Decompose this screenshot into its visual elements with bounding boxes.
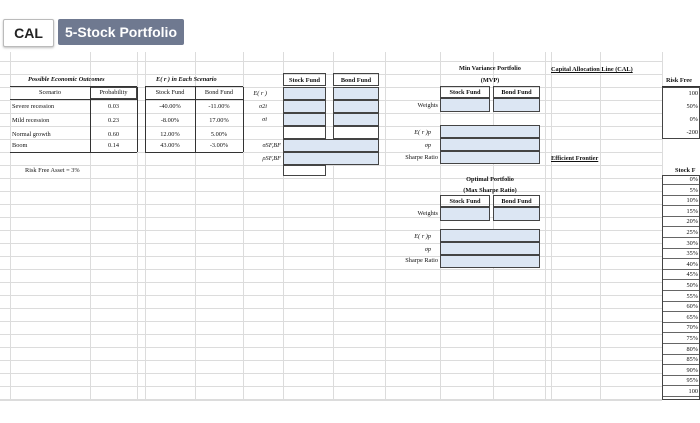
probability-header-box [90, 87, 137, 99]
grid-column-line [545, 52, 546, 400]
ef-stock-weight[interactable]: 5% [689, 186, 698, 194]
ef-stock-weight[interactable]: 95% [686, 377, 698, 385]
tab-5-stock-portfolio[interactable]: 5-Stock Portfolio [58, 19, 184, 45]
label-correlation: ρSF,BF [262, 155, 281, 162]
grid-column-line [551, 52, 552, 400]
ef-stock-weight[interactable]: 10% [686, 197, 698, 205]
grid-row-line [0, 360, 662, 361]
grid-row-line [0, 178, 662, 179]
ef-stock-weight[interactable]: 70% [686, 324, 698, 332]
bond-boom[interactable]: -3.00% [209, 142, 229, 149]
col-probability: Probability [99, 89, 128, 96]
grid-row-line [0, 347, 662, 348]
tab-cal[interactable]: CAL [3, 19, 54, 47]
grid-row-line [0, 308, 662, 309]
opt-bond-weight-input[interactable] [493, 207, 540, 221]
mvp-sdp-input[interactable] [440, 138, 540, 151]
opt-sdp-input[interactable] [440, 242, 540, 255]
outcomes-title: Possible Economic Outcomes [28, 76, 105, 83]
opt-sdp-label: σp [424, 246, 431, 253]
cal-risk-free-value[interactable]: 100 [688, 90, 698, 97]
bond-sd-input[interactable] [333, 113, 379, 126]
scenario-boom: Boom [12, 142, 28, 149]
correlation-input[interactable] [283, 152, 379, 165]
ef-stock-weight[interactable]: 75% [686, 335, 698, 342]
opt-stock-weight-input[interactable] [440, 207, 490, 221]
col-bond-fund: Bond Fund [204, 89, 234, 96]
grid-row-line [0, 256, 662, 257]
ef-stock-weight[interactable]: 65% [686, 313, 698, 321]
ef-stock-weight[interactable]: 100 [688, 388, 698, 395]
ef-stock-weight[interactable]: 55% [686, 292, 698, 300]
stats-col-bond: Bond Fund [340, 77, 372, 84]
label-sd: σi [262, 116, 267, 123]
prob-boom[interactable]: 0.14 [107, 142, 120, 149]
risk-free-asset: Risk Free Asset = 3% [25, 167, 80, 174]
grid-row-line [0, 230, 662, 231]
stock-normal[interactable]: 12.00% [160, 131, 180, 138]
stock-sd-input[interactable] [283, 113, 326, 126]
mvp-subtitle: (MVP) [480, 77, 500, 84]
stock-er-input[interactable] [283, 87, 326, 100]
mvp-erp-input[interactable] [440, 125, 540, 138]
opt-sharpe-label: Sharpe Ratio [405, 257, 438, 264]
spreadsheet-grid[interactable] [0, 52, 700, 423]
scenario-severe: Severe recession [12, 103, 55, 110]
stock-boom[interactable]: 43.00% [160, 142, 180, 149]
ef-stock-weight[interactable]: 40% [686, 260, 698, 268]
scenario-returns-title: E( r ) in Each Scenario [156, 76, 217, 83]
grid-row-line [0, 282, 662, 283]
optimal-subtitle: (Max Sharpe Ratio) [463, 187, 517, 194]
ef-stock-weight[interactable]: 85% [686, 356, 698, 364]
mvp-weights-label: Weights [417, 102, 438, 109]
ef-stock-weight[interactable]: 20% [686, 218, 698, 226]
ef-stock-weight[interactable]: 15% [686, 207, 698, 215]
ef-stock-weight[interactable]: 90% [686, 366, 698, 374]
stock-blank-cell[interactable] [283, 126, 326, 139]
grid-column-line [385, 52, 386, 400]
bond-severe[interactable]: -11.00% [208, 103, 230, 110]
ef-column-border [662, 175, 700, 400]
cal-risk-free-value[interactable]: -200 [686, 129, 698, 136]
stats-col-stock: Stock Fund [289, 77, 320, 84]
bond-er-input[interactable] [333, 87, 379, 100]
mvp-sharpe-label: Sharpe Ratio [405, 154, 438, 161]
grid-row-line [0, 204, 662, 205]
bond-normal[interactable]: 5.00% [210, 131, 228, 138]
ef-stock-weight[interactable]: 0% [689, 176, 698, 183]
ef-stock-weight[interactable]: 30% [686, 239, 698, 247]
cal-risk-free-value[interactable]: 50% [686, 103, 698, 110]
grid-row-line [0, 269, 662, 270]
opt-sharpe-input[interactable] [440, 255, 540, 268]
ef-stock-weight[interactable]: 80% [686, 345, 698, 353]
stock-severe[interactable]: -40.00% [159, 103, 181, 110]
mvp-bond-weight-input[interactable] [493, 98, 540, 112]
cal-title: Capital Allocation Line (CAL) [551, 66, 633, 73]
grid-column-line [10, 52, 11, 400]
grid-row-line [0, 191, 662, 192]
covariance-input[interactable] [283, 139, 379, 152]
prob-mild[interactable]: 0.23 [107, 117, 120, 124]
ef-stock-weight[interactable]: 60% [686, 303, 698, 311]
ef-stock-header: Stock F [675, 167, 696, 174]
cal-risk-free-value[interactable]: 0% [689, 116, 698, 123]
grid-row-line [0, 386, 662, 387]
scenario-mild: Mild recession [12, 117, 50, 124]
tab-bar [0, 0, 700, 52]
mvp-col-stock: Stock Fund [449, 89, 481, 96]
mvp-sharpe-input[interactable] [440, 151, 540, 164]
cal-column-border [662, 87, 700, 139]
grid-row-line [0, 113, 662, 114]
opt-erp-input[interactable] [440, 229, 540, 242]
grid-row-line [0, 295, 662, 296]
risk-free-cell[interactable] [283, 165, 326, 176]
grid-row-line [0, 165, 662, 166]
bond-mild[interactable]: 17.00% [209, 117, 229, 124]
scenario-normal: Normal growth [12, 131, 51, 138]
col-scenario: Scenario [38, 89, 62, 96]
efficient-frontier-title: Efficient Frontier [551, 155, 599, 162]
mvp-erp-label: E( r )p [414, 129, 431, 136]
label-covariance: σSF,BF [262, 142, 281, 149]
grid-row-line [0, 100, 662, 101]
opt-col-bond: Bond Fund [501, 198, 532, 205]
label-variance: σ2i [258, 103, 267, 110]
grid-row-line [0, 373, 662, 374]
grid-row-line [0, 126, 662, 127]
mvp-stock-weight-input[interactable] [440, 98, 490, 112]
grid-row-line [0, 217, 662, 218]
ef-stock-weight[interactable]: 45% [686, 271, 698, 279]
ef-stock-weight[interactable]: 35% [686, 250, 698, 258]
mvp-title: Min Variance Portfolio [459, 65, 521, 72]
grid-row-line [0, 334, 662, 335]
grid-row-line [0, 243, 662, 244]
mvp-col-bond: Bond Fund [501, 89, 532, 96]
opt-col-stock: Stock Fund [449, 198, 481, 205]
prob-normal[interactable]: 0.60 [107, 131, 120, 138]
grid-row-line [0, 61, 662, 62]
grid-column-line [600, 52, 601, 400]
bond-var-input[interactable] [333, 100, 379, 113]
label-er: E( r ) [253, 90, 267, 97]
col-stock-fund: Stock Fund [155, 89, 185, 96]
optimal-title: Optimal Portfolio [466, 176, 514, 183]
opt-erp-label: E( r )p [414, 233, 431, 240]
stock-var-input[interactable] [283, 100, 326, 113]
ef-stock-weight[interactable]: 25% [686, 229, 698, 236]
bond-blank-cell[interactable] [333, 126, 379, 139]
stock-mild[interactable]: -8.00% [160, 117, 180, 124]
grid-row-line [0, 321, 662, 322]
prob-severe[interactable]: 0.03 [107, 103, 120, 110]
opt-weights-label: Weights [417, 210, 438, 217]
cal-risk-free-header: Risk Free [666, 77, 692, 84]
mvp-sdp-label: σp [424, 142, 431, 149]
ef-stock-weight[interactable]: 50% [686, 282, 698, 289]
